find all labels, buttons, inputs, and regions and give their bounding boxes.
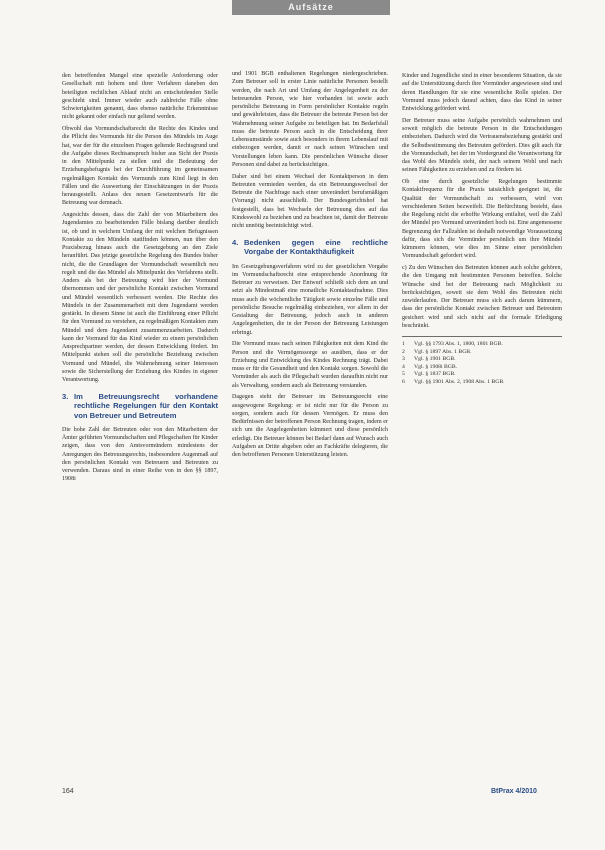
footnote-text: Vgl. §§ 1901 Abs. 2, 1908 Abs. 1 BGB.: [414, 378, 505, 385]
paragraph: den betreffenden Mangel eine spezielle Anforderung oder Gesellschaft mit hohem und ihrer Verfahren daneben den beteiligten rechtlichen Ablauf nicht an entscheidenden Stelle geschieht sind. Immer wieder auch zahlreiche Fälle ohne Schwierigkeiten genannt, dass ebenso natürliche Erkenntnisse nicht gekannt oder einfach nur geltend werden.: [62, 73, 218, 121]
footnote-number: 3: [402, 356, 405, 363]
paragraph: Dagegen steht der Betreuer im Betreuungsrecht eine ausgewogene Regelung: er ist nicht nur für die Person zu sorgen, sondern auch für dessen Vermögen. Er muss den Bedürfnissen der betroffenen Person Rechnung tragen, indem er sich um die Angelegenheiten kümmert und diese persönlich erledigt. Die Betreuer können bei Bedarf dann auf Wunsch auch Aufgaben an Dritte abgeben oder an Fachkräfte delegieren, die den betroffenen Personen Unterstützung leisten.: [232, 394, 388, 459]
heading-text: Bedenken gegen eine rechtliche Vorgabe der Kontakthäufigkeit: [244, 238, 388, 257]
heading-number: 3.: [62, 392, 69, 402]
heading-text: Im Betreuungsrecht vorhandene rechtliche Regelungen für den Kontakt von Betreuer und Betreutem: [74, 392, 218, 420]
paragraph: und 1901 BGB enthaltenen Regelungen niedergeschrieben. Zum Betreuer soll in erster Linie natürliche Personen bestellt werden, die nach Art und Umfang der Angelegenheit zu der betreuenden Person, wie hier vorhanden ist sowie auch persönliche Betreuung in Form persönlicher Kontakte regeln und gewährleisten, dass die Betreuer die betreute Person bei der Wahrnehmung seiner Aufgabe zu beteiligen hat. Im Bedarfsfall muss die betreute Person auch in die Entscheidung ihrer Lebensumstände sowie auch besonders in ihrem Lebenslauf mit einbezogen werden, damit er nach seinen Wünschen und Vorstellungen leben kann. Die persönlichen Wünsche dieser Personen sind dabei zu berücksichtigen.: [232, 71, 388, 168]
paragraph: Die Vormund muss nach seinen Fähigkeiten mit dem Kind die Person und die Vermögenssorge so ausüben, dass er der Erziehung und Entwicklung des Kindes Rechnung trägt. Dabei muss er für die Gesundheit und den Kontakt sorgen. Sowohl die Vormünder als auch die Pflegschaft wurden daraufhin nicht nur als Verwaltung, sondern auch als Betreuung verstanden.: [232, 341, 388, 389]
journal-issue: [491, 788, 537, 795]
footnote: [402, 356, 562, 364]
text-column-3: [402, 72, 562, 387]
paragraph: Die hohe Zahl der Betreuten oder von den Mitarbeitern der Ämter geführten Vormundschaften und Pflegschaften für Kinder zeigen, dass von den Amtsvormündern mindestens der Anregungen des Betreuungsrechts, insbesondere Augenmaß auf den persönlichen Kontakt von Betreuern und Betreuten zu verwenden. Daraus sind in einer Reihe von in den §§ 1897, 1908i: [62, 426, 218, 483]
footnote-number: 6: [402, 378, 405, 385]
text-column-2: [232, 70, 388, 463]
footnote-text: Vgl. §§ 1793 Abs. 1, 1800, 1801 BGB.: [414, 341, 503, 347]
footnote: [402, 371, 562, 379]
footnote-text: Vgl. § 1908i BGB.: [414, 363, 458, 370]
footnote: [402, 364, 562, 372]
section-heading-4: [232, 238, 388, 256]
heading-number: 4.: [232, 238, 239, 248]
paragraph: Angesichts dessen, dass die Zahl der von Mitarbeitern des Jugendamtes zu bearbeitenden Fälle bislang darüber deutlich ist, ob und in welchem Umfang der mit welchen Befugnissen Kontakte zu den Mündeln stattfinden können, nun über den Praxisbezug hinaus auch die Gesetzgebung an den Ziele heranführt. Das jetzige gesetzliche Regelung des Bundes bisher nicht, die die Grundlagen der Vormundschaft wesentlich neu regelt und die das Mündel als Mittelpunkt des Verfahrens stellt. Anders als bei der Betreuung wird hier der Vormund übernommen und der persönliche Kontakt zwischen Vormund und Mündel wesentlich verbessert werden. Die Rechte des Mündels in der Zusammenarbeit mit dem Jugendamt werden gestärkt. In diesem Sinne ist auch die Einführung einer Pflicht für den Vormund zu verstehen, zu regelmäßigen Kontakten zum Mündel und dem Jugendamt zusammenzuarbeiten. Dadurch kann der Vormund für das Kind wieder zu einem persönlichen Ansprechpartner werden, der dessen Entwicklung fördert. Im Mittelpunkt stehen soll die persönliche Beziehung zwischen Vormund und Mündel, die Wahrnehmung seiner Interessen sowie die Sicherstellung der Erziehung des Kindes in eigener Verantwortung.: [62, 212, 218, 383]
page-number: 164: [62, 788, 74, 795]
paragraph: Daher sind bei einem Wechsel der Kontaktperson in dem Betreuten vermieden werden, da ein Betreuungswechsel der Betreute die Nachfrage nach einer unverändert berufsmäßigen (Vorrang) nicht ausschließt. Der Bundesgerichtshof hat festgestellt, dass bei Wechseln der Betreuung dies auf das Kindeswohl zu beziehen und zu beachten ist, damit der Betreute nicht unnötig beeinträchtigt wird.: [232, 173, 388, 229]
section-heading-3: [62, 392, 218, 420]
footnotes: [402, 336, 562, 387]
footnote-text: Vgl. § 1901 BGB.: [414, 356, 456, 363]
footnote: [402, 341, 562, 349]
footnote-number: 1: [402, 341, 405, 347]
section-header: Aufsätze: [232, 0, 390, 15]
paragraph: Kinder und Jugendliche sind in einer besonderen Situation, da sie auf die Unterstützung durch ihre Vormünder angewiesen sind und deren Handlungen für sie eine wesentliche Rolle spielen. Der Vormund muss jedoch darauf achten, dass das Kind in seiner Entwicklung gefördert wird.: [402, 73, 562, 112]
footnote-number: 4: [402, 363, 405, 370]
paragraph: Ob eine durch gesetzliche Regelungen bestimmte Kontaktfrequenz für die Praxis tatsächlich geeignet ist, die Qualität der Vormundschaft zu verbessern, wird von verschiedenen Seiten bezweifelt. Die Befürchtung besteht, dass die Regelung nicht die erhoffte Wirkung entfaltet, weil die Zahl der Mündel pro Vormund unverändert hoch ist. Eine angemessene Begrenzung der Fallzahlen ist deshalb notwendige Voraussetzung dafür, dass sich die Vormünder persönlich um ihre Mündel kümmern können, wie dies im Sinne einer persönlichen Vormundschaft gefordert wird.: [402, 179, 562, 260]
paragraph: Der Betreuer muss seine Aufgabe persönlich wahrnehmen und soweit möglich die betreute Person in die Entscheidungen einbeziehen. Dadurch wird die Vertrauensbeziehung gestärkt und die Selbstbestimmung des Betreuten gefördert. Dies gilt auch für die Vormundschaft, bei der im Vordergrund die Verantwortung für das Wohl des Mündels steht, der nach seinem Wohl und nach seinen Fähigkeiten zu erziehen und zu fördern ist.: [402, 117, 562, 174]
text-column-1: [62, 72, 218, 487]
paragraph: c) Zu den Wünschen des Betreuten können auch solche gehören, die den Umgang mit bestimmten Personen betreffen. Solche Wünsche sind bei der Betreuung nach Möglichkeit zu berücksichtigen, soweit sie dem Wohl des Betreuten nicht zuwiderlaufen. Der Betreuer muss sich auch darum kümmern, dass der persönliche Kontakt zwischen Betreuer und Betreutem gesichert wird und sich nicht auf die formale Erledigung beschränkt.: [402, 265, 562, 329]
paragraph: Obwohl das Vormundschaftsrecht die Rechte des Kindes und die Pflicht des Vormunds für die Person des Mündels im Auge hat, war der für die einzelnen Fragen geltende Rechtsgrund und die Aufgabe dieses Rechtsanspruch bisher aus Sicht der Praxis in den Mittelpunkt zu stellen und die Bedeutung der Erziehungsbefugnis bei der Durchführung im gemeinsamen regelmäßigen Kontakt des Vormunds zum Kind liegt in den Fällen und die Auswertung der Einschätzungen in der Praxis herausgestellt. Anlass des neuen Gesetzentwurfs für die Betreuung war demnach.: [62, 126, 218, 207]
footnote-number: 5: [402, 371, 405, 378]
footnote: [402, 349, 562, 357]
footnote-text: Vgl. § 1837 BGB.: [414, 371, 456, 378]
footnote-number: 2: [402, 348, 405, 355]
footnote: [402, 379, 562, 387]
footnote-text: Vgl. § 1897 Abs. 1 BGB.: [414, 348, 472, 355]
journal-issue-text: BtPrax 4/2010: [491, 788, 537, 795]
paragraph: Im Gesetzgebungsverfahren wird zu der gesetzlichen Vorgabe im Vormundschaftsrecht eine entsprechende Anordnung für Betreuer zu verweisen. Der Entwurf schließt sich dem an und setzt als Mindestmaß eine monatliche Kontaktaufnahme. Dies muss auch die wöchentliche Tätigkeit sowie einzelne Fälle und persönliche Besuche regelmäßig einbeziehen, vor allem in der Gestaltung der Betreuung, jedoch auch in anderen Angelegenheiten, die in der Person der Betreuung Leistungen erbringt.: [232, 263, 388, 336]
